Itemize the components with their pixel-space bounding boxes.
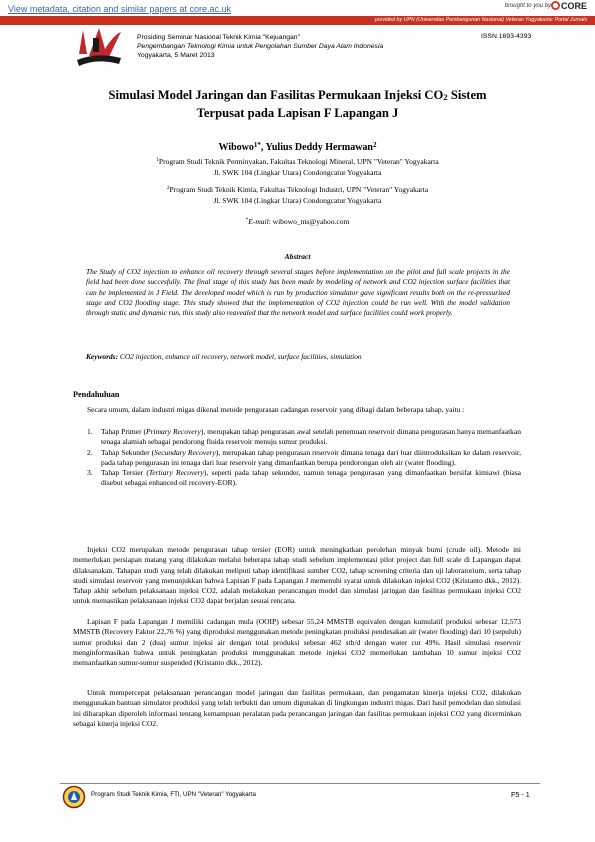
list-item-number: 1. [87,427,93,436]
core-link-domain: core.ac.uk [189,4,231,14]
affiliation-2 [80,183,515,206]
corresponding-email [80,217,515,226]
author-2: Yulius Deddy Hermawan [265,142,373,153]
list-item-number: 3. [87,468,93,478]
paragraph-field-data: Lapisan F pada Lapangan J memiliki cadangan mula (OOIP) sebesar 55,24 MMSTB equivalen dengan kumulatif produksi sebesar 12,573 MMSTB (Recovery Faktor 22,76 %) yang diproduksi menggunakan metode peningkatan produksi pendesakan air (water flooding) dari 10 (sepuluh) sumur produksi dan 2 (dua) sumur injeksi air dengan total produksi sebesar 462 stb/d dengan water cut 49%. Hasil simulasi reservoir menginformasikan bahwa untuk peningkatan produksi menggunakan metode injeksi CO2 memerlukan tambahan 10 sumur injeksi CO2 memanfaatkan sumur-sumur suspended (Kristanto dkk., 2012). [73,617,521,668]
provided-by-bar: provided by UPN (Universitas Pembangunan Nasional) Veteran Yogyakarta: Portal Jurnals [0,16,595,25]
affiliation-1 [80,155,515,178]
paragraph-simulation: Untuk mempercepat pelaksanaan perancangan model jaringan dan fasilitas permukaan, dan pengamatan kinerja injeksi CO2, dilakukan menggunakan bantuan simulator produksi yang telah terbukti dan umum digunakan di lingkungan industri migas. Dari hasil pemodelan dan simulasi ini diharapkan diperoleh informasi tentang kemampuan peralatan pada perancangan jaringan dan fasilitas permukaan injeksi CO2 yang dicerminkan sebagai kinerja injeksi CO2. [73,688,521,728]
conference-info [137,33,383,61]
list-item-pre: Tahap Tersier ( [101,468,149,478]
core-banner [0,0,595,25]
keywords-label: Keywords: [86,352,119,361]
list-item-term: Tertiary Recovery [148,468,204,478]
core-metadata-link[interactable] [8,4,231,14]
author-sep: , [260,142,266,153]
affiliation-1-num: 1 [156,157,159,163]
keywords-text: CO2 injection, enhance oil recovery, network model, surface facilities, simulation [119,352,362,361]
list-item-post: ), seperti pada tahap sekunder, namun tenaga pengurasan yang dimanfaatkan bersifat kimiawi (biasa disebut sebagai enhanced oil recovery-EOR). [101,468,521,488]
list-item-pre: Tahap Primer ( [101,427,147,436]
core-link-text: View metadata, citation and similar papers at [8,4,190,14]
keywords [86,352,510,361]
title-line-2: Terpusat pada Lapisan F Lapangan J [196,106,399,120]
footer-university-logo-icon [62,785,86,809]
list-item-pre: Tahap Sekunder ( [101,447,155,457]
paragraph-eor: Injeksi CO2 merupakan metode pengurasan tahap tersier (EOR) untuk meningkatkan perolehan minyak bumi (crude oil). Metode ini memerlukan persiapan matang yang dilakukan melalui beberapa tahap studi sebelum implementasi pilot project dan full scale di Lapangan dapat dilaksanakan. Tahapan studi yang telah dilakukan meliputi tahap identifikasi sumber CO2, tahap screening criteria dan uji laboratorium, serta tahap studi simulasi reservoir yang menunjukkan bahwa Lapisan F pada Lapangan J memenuhi syarat untuk dilakukan injeksi CO2 (Kristanto dkk., 2012). Tahap akhir sebelum pelaksanaan injeksi CO2, adalah melakukan perancangan model dan simulasi jaringan dan fasilitas permukaan injeksi CO2 untuk memastikan pelaksanaan injeksi CO2 dapat berjalan sesuai rencana. [73,545,521,606]
seminar-subtitle: Pengembangan Teknologi Kimia untuk Pengolahan Sumber Daya Alam Indonesia [137,43,384,51]
author-1: Wibowo [218,142,254,153]
authors [80,141,515,153]
list-item [87,448,521,469]
list-item [87,468,521,489]
brought-to-you-text: brought to you by [504,3,551,9]
abstract-heading: Abstract [284,252,311,261]
issn: ISSN 1693-4393 [481,33,532,40]
list-item-term: Primary Recovery [146,427,201,436]
core-logo-icon [551,1,560,10]
affiliation-2-num: 2 [166,185,170,191]
list-item-number: 2. [87,447,93,457]
email-label: E-mail [248,217,269,226]
core-logo[interactable] [551,1,587,11]
paper-title [80,87,515,121]
seminar-date: Yogyakarta, 5 Maret 2013 [137,52,215,60]
affiliation-1-line-2: Jl. SWK 104 (Lingkar Utara) Condongcatur Yogyakarta [213,167,382,177]
abstract-text: The Study of CO2 injection to enhance oil recovery through several stages before implementation on the pilot and full scale projects in the field had been done succesfully. The final stage of this study has been made by modeling of network and CO2 injection surface facilities that can be implemented in J Field. The developed model which is run by production simulator gave significant results both on the re-pressurized stage and CO2 flooding stage. This study showed that the implementation of CO2 injection could be run well. With the model validation through static and dynamic run, this study also reavealed that the network model and surface facilities could work properly. [86,267,510,318]
affiliation-2-line-2: Jl. SWK 104 (Lingkar Utara) Condongcatur Yogyakarta [213,195,382,205]
email-address: : wibowo_ms@yahoo.com [268,217,350,226]
title-subscript: 2 [443,92,448,102]
affiliation-1-line-1: Program Studi Teknik Perminyakan, Fakultas Teknologi Mineral, UPN "Veteran" Yogyakarta [158,157,439,166]
author-2-sup: 2 [372,141,377,149]
list-item-post: ), merupakan tahap pengurasan reservoir dimana tenaga dari luar diintroduksikan ke dalam reservoir, pada tahap pengurasan ini tenaga dari luar reservoir yang dimanfaatkan berupa pendorongan oleh air (water flooding). [101,447,521,467]
email-star: * [245,217,249,223]
page-number: F5 - 1 [511,790,530,799]
university-logo-icon [73,24,125,68]
list-item-post: ), merupakan tahap pengurasan awal setelah penemuan reservoir dimana pengurasan hanya memanfaatkan tenaga alamiah sebagai pendorong fluida reservoir menuju sumur produksi. [101,427,521,447]
author-1-sup: 1* [253,141,261,149]
title-line-1-end: Sistem [447,88,487,102]
list-item [87,427,521,448]
affiliation-2-line-1: Program Studi Teknik Kimia, Fakultas Teknologi Industri, UPN "Veteran" Yogyakarta [169,185,429,194]
recovery-stage-list [87,427,521,489]
footer-text: Program Studi Teknik Kimia, FTI, UPN "Veteran" Yogyakarta [91,791,256,798]
title-line-1: Simulasi Model Jaringan dan Fasilitas Permukaan Injeksi CO [108,88,444,102]
list-item-term: Secundary Recovery [154,447,216,457]
intro-paragraph: Secara umum, dalam industri migas dikenal metode pengurasan cadangan reservoir yang dibagi dalam beberapa tahap, yaitu : [87,405,465,414]
section-heading: Pendahuluan [73,390,120,399]
seminar-name: Prosiding Seminar Nasional Teknik Kimia "Kejuangan" [137,34,301,41]
footer-divider [60,783,540,784]
core-logo-label: CORE [560,1,587,11]
